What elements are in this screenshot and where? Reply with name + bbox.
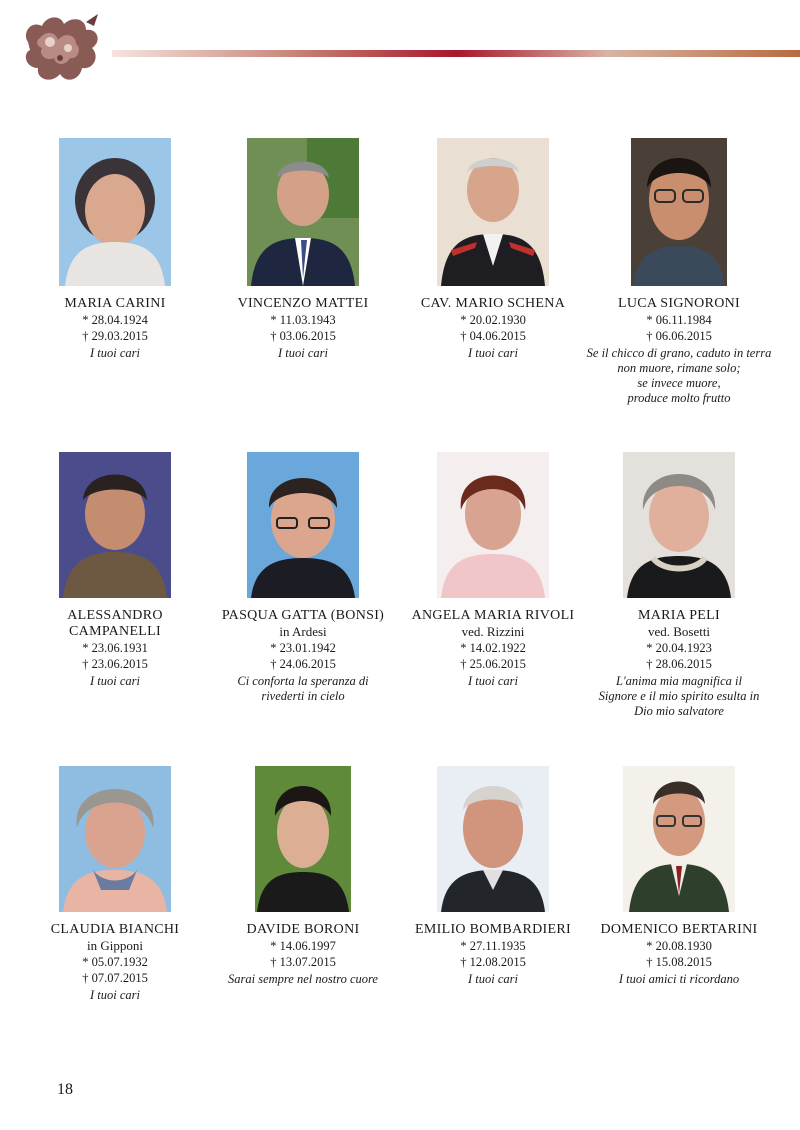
portrait-photo (437, 452, 549, 598)
person-name: DAVIDE BORONI (246, 922, 360, 937)
obituary-card (398, 138, 588, 361)
person-name: PASQUA GATTA (BONSI) (221, 608, 385, 623)
obituary-card (208, 138, 398, 361)
person-name: MARIA PELI (638, 608, 720, 623)
person-name: CLAUDIA BIANCHI (50, 922, 180, 937)
birth-date: * 05.07.1932 (82, 955, 148, 969)
birth-date: * 28.04.1924 (82, 313, 148, 327)
memorial-message: L'anima mia magnifica il Signore e il mio spirito esulta in Dio mio salvatore (598, 674, 760, 718)
portrait-photo (59, 452, 171, 598)
portrait-photo (59, 766, 171, 912)
memorial-message: I tuoi amici ti ricordano (618, 972, 740, 986)
obituary-card (20, 766, 210, 1003)
page-number: 18 (57, 1081, 73, 1098)
birth-date: * 14.06.1997 (270, 939, 336, 953)
obituary-card (584, 138, 774, 406)
obituary-card (584, 766, 774, 987)
memorial-message: Sarai sempre nel nostro cuore (228, 972, 378, 986)
death-date: † 04.06.2015 (460, 329, 526, 343)
obituary-card (398, 452, 588, 689)
death-date: † 12.08.2015 (460, 955, 526, 969)
obituary-card (208, 766, 398, 987)
birth-date: * 11.03.1943 (270, 313, 336, 327)
obituary-card (20, 138, 210, 361)
death-date: † 03.06.2015 (270, 329, 336, 343)
person-name: ANGELA MARIA RIVOLI (411, 608, 575, 623)
portrait-photo (437, 766, 549, 912)
person-subtitle: ved. Rizzini (461, 624, 525, 639)
memorial-message: I tuoi cari (278, 346, 328, 360)
portrait-photo (247, 138, 359, 286)
person-subtitle: in Ardesi (279, 624, 327, 639)
memorial-message: Ci conforta la speranza di rivederti in cielo (237, 674, 369, 703)
person-name: LUCA SIGNORONI (617, 296, 741, 311)
portrait-photo (623, 452, 735, 598)
birth-date: * 23.01.1942 (270, 641, 336, 655)
portrait-photo (631, 138, 727, 286)
birth-date: * 23.06.1931 (82, 641, 148, 655)
person-name: CAV. MARIO SCHENA (420, 296, 566, 311)
portrait-photo (247, 452, 359, 598)
memorial-message: I tuoi cari (90, 346, 140, 360)
person-name: ALESSANDRO CAMPANELLI (67, 608, 163, 639)
person-name: DOMENICO BERTARINI (600, 922, 758, 937)
memorial-message: I tuoi cari (468, 674, 518, 688)
portrait-photo (623, 766, 735, 912)
person-name: EMILIO BOMBARDIERI (415, 922, 571, 937)
person-name: MARIA CARINI (64, 296, 166, 311)
portrait-photo (437, 138, 549, 286)
death-date: † 15.08.2015 (646, 955, 712, 969)
person-subtitle: ved. Bosetti (647, 624, 711, 639)
portrait-photo (255, 766, 351, 912)
person-name: VINCENZO MATTEI (237, 296, 369, 311)
death-date: † 07.07.2015 (82, 971, 148, 985)
birth-date: * 20.04.1923 (646, 641, 712, 655)
memorial-message: I tuoi cari (468, 346, 518, 360)
obituary-card (584, 452, 774, 719)
obituary-card (208, 452, 398, 704)
death-date: † 06.06.2015 (646, 329, 712, 343)
death-date: † 24.06.2015 (270, 657, 336, 671)
memorial-message: I tuoi cari (468, 972, 518, 986)
death-date: † 13.07.2015 (270, 955, 336, 969)
memorial-message: Se il chicco di grano, caduto in terra non muore, rimane solo; se invece muore, produce molto frutto (586, 346, 772, 405)
birth-date: * 20.02.1930 (460, 313, 526, 327)
death-date: † 25.06.2015 (460, 657, 526, 671)
obituary-card (20, 452, 210, 689)
person-subtitle: in Gipponi (87, 938, 143, 953)
memorial-message: I tuoi cari (90, 674, 140, 688)
portrait-photo (59, 138, 171, 286)
birth-date: * 06.11.1984 (646, 313, 712, 327)
memorial-message: I tuoi cari (90, 988, 140, 1002)
birth-date: * 14.02.1922 (460, 641, 526, 655)
death-date: † 23.06.2015 (82, 657, 148, 671)
death-date: † 28.06.2015 (646, 657, 712, 671)
death-date: † 29.03.2015 (82, 329, 148, 343)
obituary-card (398, 766, 588, 987)
birth-date: * 27.11.1935 (460, 939, 526, 953)
birth-date: * 20.08.1930 (646, 939, 712, 953)
